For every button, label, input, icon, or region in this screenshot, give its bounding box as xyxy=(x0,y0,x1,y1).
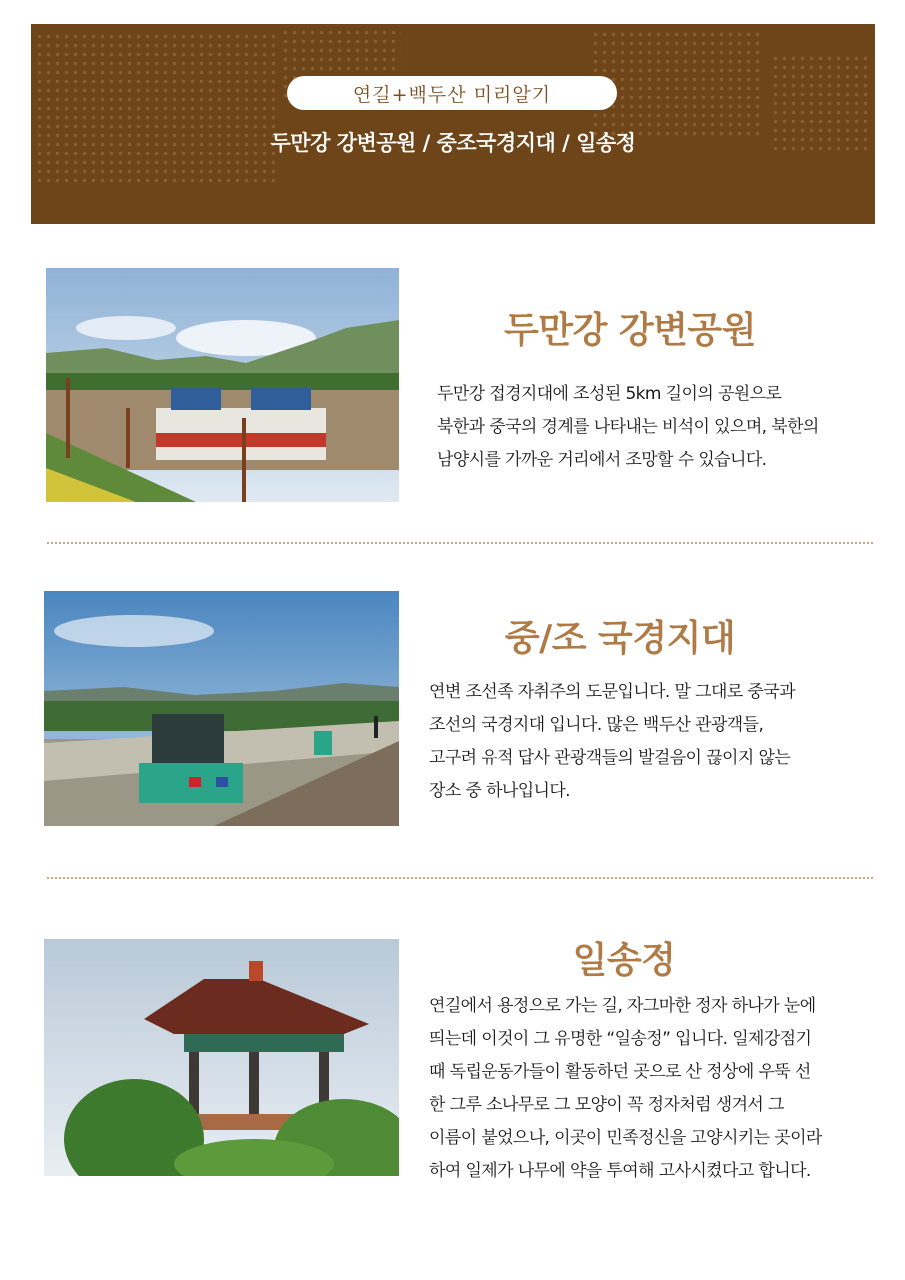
section-body-line: 하여 일제가 나무에 약을 투여해 고사시켰다고 합니다. xyxy=(429,1161,811,1181)
header-banner xyxy=(31,24,875,224)
border-zone-photo xyxy=(44,591,399,826)
section-title: 중/조 국경지대 xyxy=(504,618,736,659)
section-title: 두만강 강변공원 xyxy=(504,310,756,351)
section-body-line: 고구려 유적 답사 관광객들의 발걸음이 끊이지 않는 xyxy=(429,748,791,768)
section-body-line: 두만강 접경지대에 조성된 5km 길이의 공원으로 xyxy=(437,384,782,404)
section-body-line: 연변 조선족 자취주의 도문입니다. 말 그대로 중국과 xyxy=(429,682,795,702)
section-body-line: 이름이 붙었으나, 이곳이 민족정신을 고양시키는 곳이라 xyxy=(429,1128,822,1148)
section-body xyxy=(437,378,857,477)
section-body xyxy=(429,676,869,808)
section-body-line: 조선의 국경지대 입니다. 많은 백두산 관광객들, xyxy=(429,715,764,735)
section-divider xyxy=(47,542,873,544)
tumen-river-park-photo xyxy=(46,268,399,502)
section-body-line: 북한과 중국의 경계를 나타내는 비석이 있으며, 북한의 xyxy=(437,417,819,437)
section-divider xyxy=(47,877,873,879)
section-title: 일송정 xyxy=(572,940,676,981)
header-subtitle: 두만강 강변공원 / 중조국경지대 / 일송정 xyxy=(270,131,636,155)
section-body-line: 때 독립운동가들이 활동하던 곳으로 산 정상에 우뚝 선 xyxy=(429,1062,811,1082)
section-body xyxy=(429,990,874,1188)
world-map-dots xyxy=(35,32,275,182)
section-body-line: 띄는데 이것이 그 유명한 “일송정” 입니다. 일제강점기 xyxy=(429,1029,812,1049)
section-body-line: 한 그루 소나무로 그 모양이 꼭 정자처럼 생겨서 그 xyxy=(429,1095,784,1115)
ilsongjeong-pavilion-photo xyxy=(44,939,399,1176)
section-body-line: 남양시를 가까운 거리에서 조망할 수 있습니다. xyxy=(437,450,767,470)
header-badge: 연길+백두산 미리알기 xyxy=(287,76,617,110)
world-map-dots xyxy=(591,30,761,140)
section-body-line: 연길에서 용정으로 가는 길, 자그마한 정자 하나가 눈에 xyxy=(429,996,816,1016)
section-body-line: 장소 중 하나입니다. xyxy=(429,781,570,801)
